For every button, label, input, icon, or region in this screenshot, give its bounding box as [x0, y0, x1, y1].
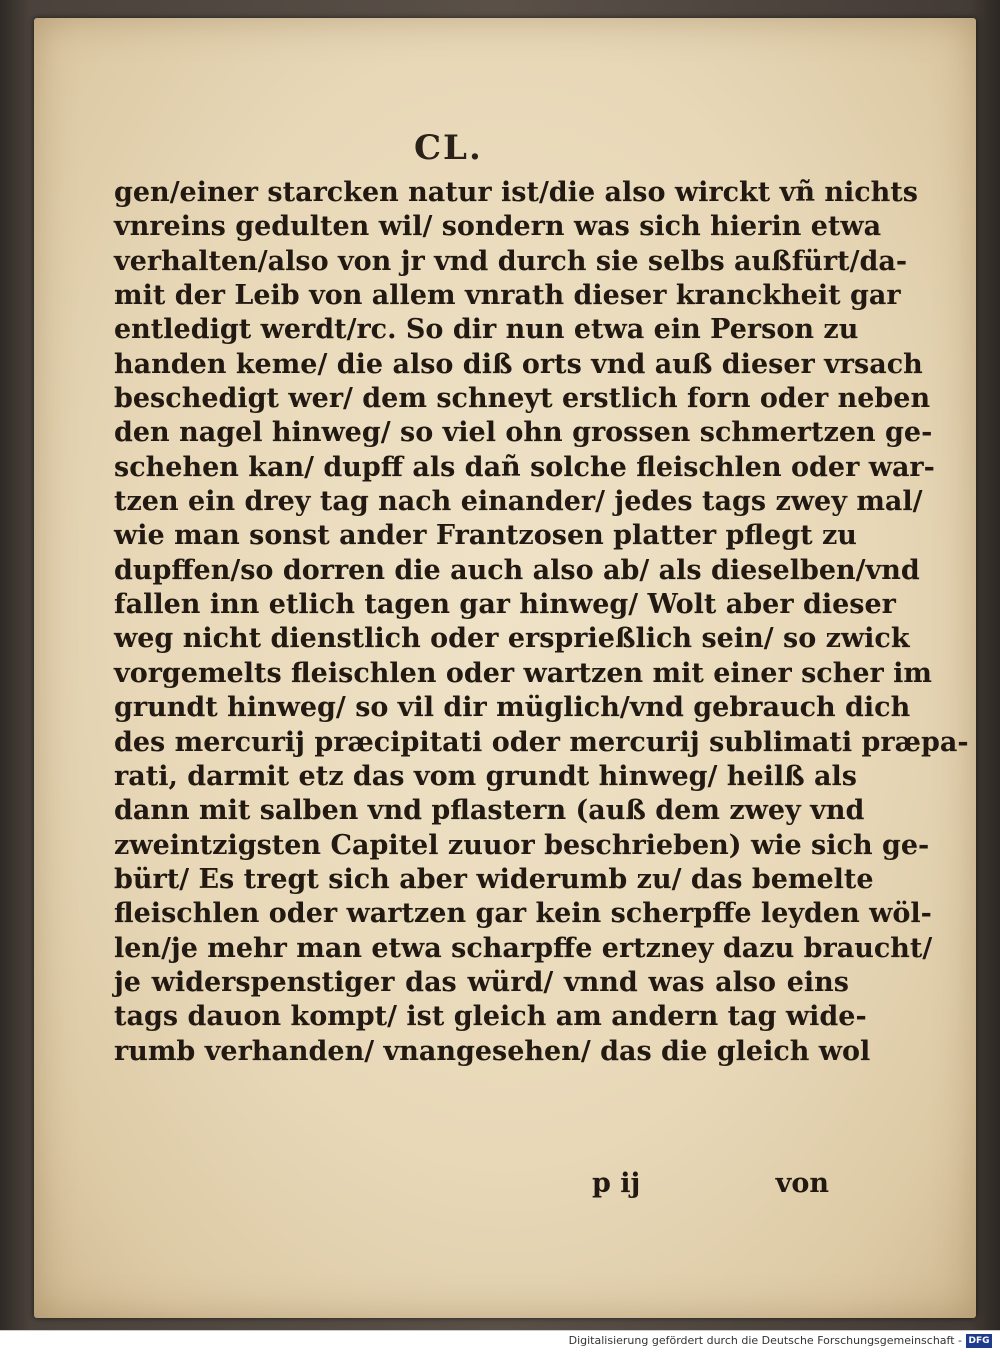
- text-line: fleischlen oder wartzen gar kein scherpffe leyden wöl-: [114, 898, 932, 930]
- text-line: gen/einer starcken natur ist/die also wirckt vñ nichts: [114, 177, 918, 208]
- text-line: je widerspenstiger das würd/ vnnd was also eins: [114, 966, 849, 998]
- text-line: schehen kan/ dupff als dañ solche fleischlen oder war-: [114, 451, 935, 483]
- text-line: tzen ein drey tag nach einander/ jedes tags zwey mal/: [114, 486, 923, 518]
- dfg-logo: DFG: [966, 1334, 992, 1348]
- text-line: des mercurij præcipitati oder mercurij sublimati præpa-: [114, 726, 969, 758]
- text-line: zweintzigsten Capitel zuuor beschrieben) wie sich ge-: [114, 829, 930, 861]
- text-line: bürt/ Es tregt sich aber widerumb zu/ das bemelte: [114, 863, 874, 895]
- footer-bar: [0, 1330, 1000, 1352]
- text-line: len/je mehr man etwa scharpffe ertzney dazu braucht/: [114, 932, 933, 964]
- text-line: grundt hinweg/ so vil dir müglich/vnd gebrauch dich: [114, 692, 911, 724]
- text-line: vorgemelts fleischlen oder wartzen mit einer scher im: [114, 657, 932, 689]
- catchword: von: [775, 1168, 829, 1199]
- text-line: wie man sonst ander Frantzosen platter pflegt zu: [114, 520, 857, 552]
- text-line: entledigt werdt/rc. So dir nun etwa ein Person zu: [114, 314, 859, 346]
- folio-number: CL.: [414, 128, 483, 168]
- footer-text: Digitalisierung gefördert durch die Deutsche Forschungsgemeinschaft -: [568, 1334, 962, 1347]
- text-line: verhalten/also von jr vnd durch sie selbs außfürt/da-: [114, 245, 908, 277]
- text-line: weg nicht dienstlich oder ersprießlich sein/ so zwick: [114, 623, 910, 655]
- text-line: vnreins gedulten wil/ sondern was sich hierin etwa: [114, 211, 882, 243]
- text-line: mit der Leib von allem vnrath dieser kranckheit gar: [114, 280, 901, 312]
- text-line: dupffen/so dorren die auch also ab/ als dieselben/vnd: [114, 554, 920, 586]
- page-foot: [114, 1168, 829, 1208]
- text-line: handen keme/ die also diß orts vnd auß dieser vrsach: [114, 348, 923, 380]
- text-line: rati, darmit etz das vom grundt hinweg/ heilß als: [114, 760, 857, 792]
- book-page: [34, 18, 976, 1318]
- text-line: tags dauon kompt/ ist gleich am andern tag wide-: [114, 1001, 867, 1033]
- text-line: fallen inn etlich tagen gar hinweg/ Wolt aber dieser: [114, 589, 896, 621]
- signature-mark: p ij: [592, 1168, 641, 1199]
- text-line: den nagel hinweg/ so viel ohn grossen schmertzen ge-: [114, 417, 933, 449]
- text-line: dann mit salben vnd pflastern (auß dem zwey vnd: [114, 795, 865, 827]
- text-block: [114, 176, 969, 1069]
- text-line: beschedigt wer/ dem schneyt erstlich forn oder neben: [114, 383, 931, 415]
- text-line: rumb verhanden/ vnangesehen/ das die gleich wol: [114, 1035, 871, 1067]
